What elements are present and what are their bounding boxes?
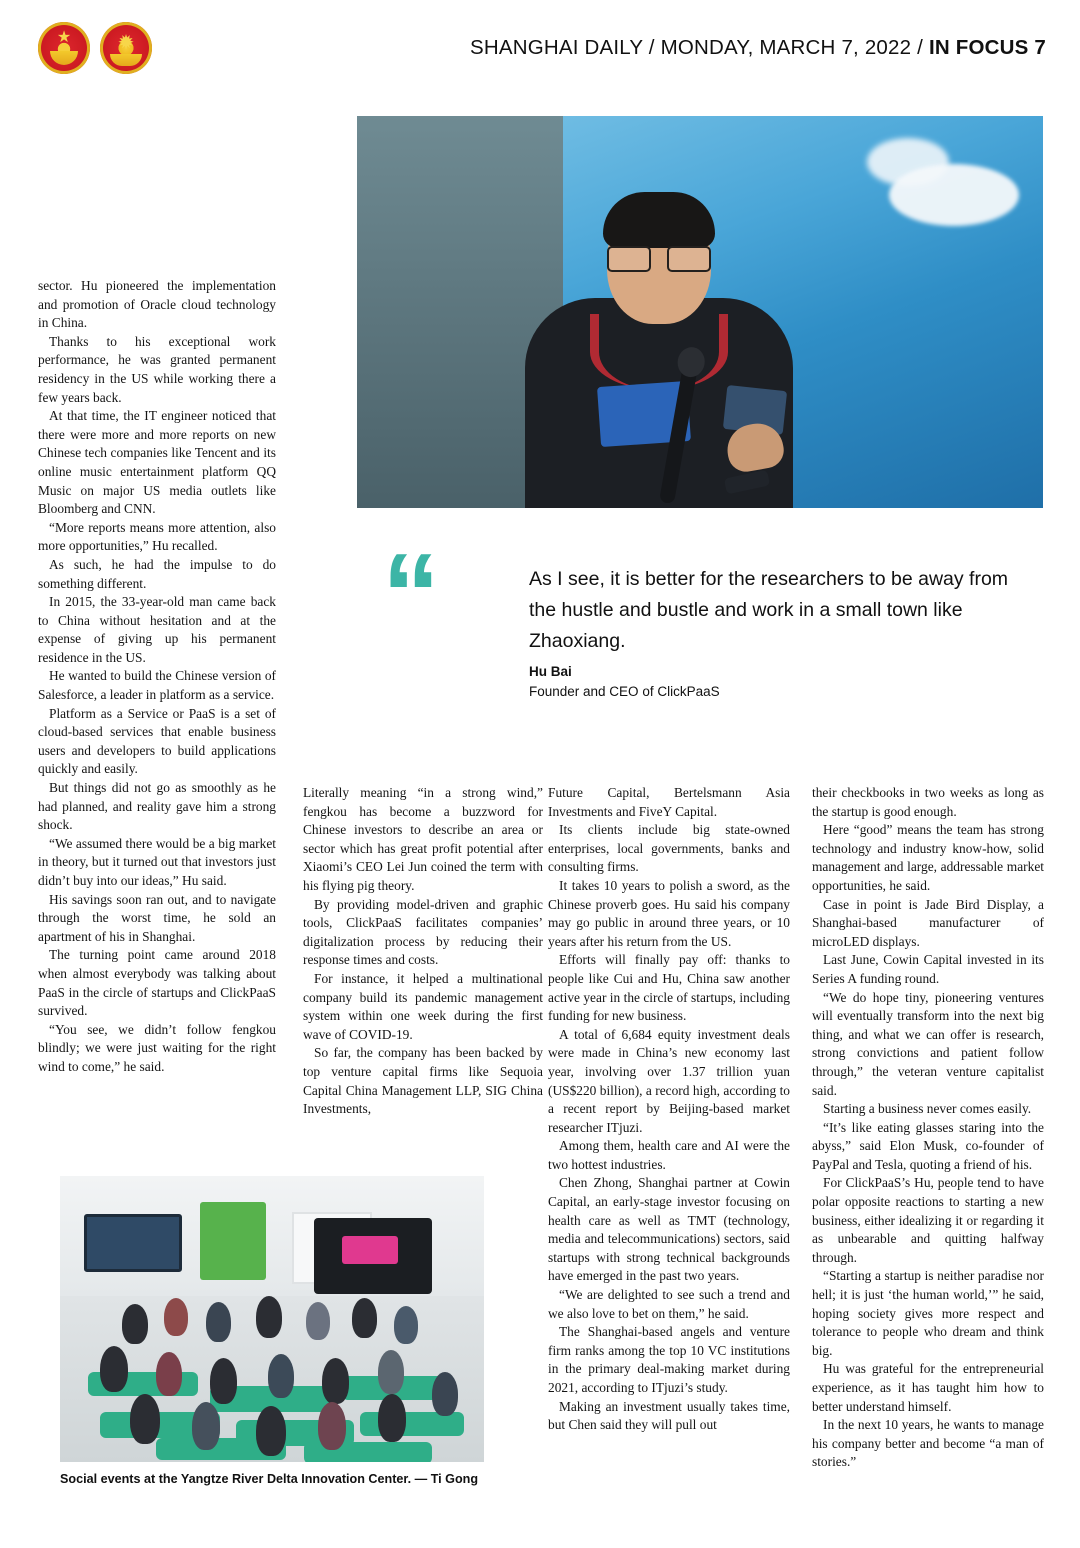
- photo-wall-screen: [84, 1214, 182, 1272]
- photo-cloud-large: [889, 164, 1019, 226]
- photo-attendee: [306, 1302, 330, 1340]
- photo-attendee: [268, 1354, 294, 1398]
- article-paragraph: By providing model-driven and graphic tools, ClickPaaS facilitates companies’ digitalization process by reducing their response times and costs.: [303, 896, 543, 968]
- article-paragraph: The turning point came around 2018 when almost everybody was talking about PaaS in the circle of startups and ClickPaaS survived.: [38, 947, 276, 1019]
- photo-attendee: [156, 1352, 182, 1396]
- article-paragraph: He wanted to build the Chinese version of Salesforce, a leader in platform as a service.: [38, 668, 276, 703]
- photo-caption: Social events at the Yangtze River Delta Innovation Center. — Ti Gong: [60, 1472, 479, 1486]
- photo-attendee: [100, 1346, 128, 1392]
- photo-attendee: [256, 1406, 286, 1456]
- article-paragraph: Here “good” means the team has strong technology and industry know-how, solid management and large, addressable market opportunities, he said.: [812, 822, 1044, 893]
- photo-attendee: [130, 1394, 160, 1444]
- masthead-sep-1: /: [642, 36, 661, 59]
- article-paragraph: The Shanghai-based angels and venture firm ranks among the top 10 VC institutions in the primary deal-making market during 2021, according to ITjuzi’s study.: [548, 1324, 790, 1395]
- article-paragraph: “You see, we didn’t follow fengkou blindly; we were just waiting for the right wind to come,” he said.: [38, 1021, 276, 1074]
- article-paragraph: Last June, Cowin Capital invested in its Series A funding round.: [812, 952, 1044, 986]
- article-paragraph: “More reports means more attention, also more opportunities,” Hu recalled.: [38, 519, 276, 554]
- glasses-icon: [607, 246, 711, 268]
- photo-attendee: [210, 1358, 237, 1404]
- article-paragraph: “We assumed there would be a big market in theory, but it turned out that investors just didn’t buy into our ideas,” Hu said.: [38, 835, 276, 888]
- photo-attendee: [206, 1302, 231, 1342]
- photo-attendee: [378, 1350, 404, 1394]
- article-paragraph: Case in point is Jade Bird Display, a Shanghai-based manufacturer of microLED displays.: [812, 896, 1044, 949]
- article-paragraph: His savings soon ran out, and to navigate through the worst time, he sold an apartment of his in Shanghai.: [38, 891, 276, 944]
- pull-quote-attribution-role: Founder and CEO of ClickPaaS: [529, 684, 720, 699]
- article-paragraph: But things did not go as smoothly as he had planned, and reality gave him a strong shock.: [38, 780, 276, 833]
- quote-mark-icon: “: [382, 529, 440, 659]
- article-paragraph: Thanks to his exceptional work performance, he was granted permanent residency in the US while working there a few years back.: [38, 333, 276, 405]
- article-paragraph: At that time, the IT engineer noticed that there were more and more reports on new Chinese tech companies like Tencent and its online music entertainment platform QQ Music on major US media outlets like Bloomberg and CNN.: [38, 408, 276, 517]
- photo-attendee: [318, 1402, 346, 1450]
- article-paragraph: their checkbooks in two weeks as long as the startup is good enough.: [812, 785, 1044, 819]
- photo-attendee: [322, 1358, 349, 1404]
- china-national-emblem-icon: [38, 22, 90, 74]
- article-paragraph: For instance, it helped a multinational company build its pandemic management system within one week during the first wave of COVID-19.: [303, 970, 543, 1042]
- article-paragraph: So far, the company has been backed by top venture capital firms like Sequoia Capital China Management LLP, SIG China Investments,: [303, 1045, 543, 1117]
- masthead-sep-2: /: [911, 36, 929, 59]
- article-paragraph: Hu was grateful for the entrepreneurial experience, as it has taught him how to better understand himself.: [812, 1361, 1044, 1414]
- masthead-date: MONDAY, MARCH 7, 2022: [660, 36, 912, 59]
- article-paragraph: Chen Zhong, Shanghai partner at Cowin Capital, an early-stage investor focusing on health care as well as TMT (technology, media and telecommunications) sectors, said startups with strong technical backgrounds have emerged in the past two years.: [548, 1175, 790, 1284]
- masthead-text: [470, 36, 1046, 60]
- article-paragraph: Starting a business never comes easily.: [823, 1101, 1032, 1117]
- photo-speaker-lanyard: [590, 314, 728, 390]
- photo-attendee: [378, 1394, 406, 1442]
- photo-speaker-figure: [509, 188, 809, 508]
- photo-attendee: [122, 1304, 148, 1344]
- article-paragraph: “It’s like eating glasses staring into the abyss,” said Elon Musk, co-founder of PayPal and Tesla, quoting a friend of his.: [812, 1119, 1044, 1172]
- photo-attendee: [256, 1296, 282, 1338]
- photo-attendee: [432, 1372, 458, 1416]
- pull-quote: [357, 529, 1047, 706]
- cppcc-emblem-icon: [100, 22, 152, 74]
- article-paragraph: Literally meaning “in a strong wind,” fengkou has become a buzzword for Chinese investors to describe an area or sector which has great profit potential after Xiaomi’s CEO Lei Jun coined the term with his flying pig theory.: [303, 785, 543, 893]
- masthead-section: IN FOCUS: [928, 36, 1029, 59]
- article-paragraph: In 2015, the 33-year-old man came back to China without hesitation and at the expense of giving up his permanent residence in the US.: [38, 594, 276, 665]
- masthead-page-number: 7: [1034, 36, 1046, 59]
- innovation-center-photo: [60, 1176, 484, 1462]
- article-column-2: [303, 784, 543, 1119]
- article-paragraph: Its clients include big state-owned enterprises, local governments, banks and consulting firms.: [548, 822, 790, 875]
- photo-green-panel: [200, 1202, 266, 1280]
- article-paragraph: In the next 10 years, he wants to manage his company better and become “a man of stories.”: [812, 1417, 1044, 1470]
- article-column-3: [548, 784, 790, 1435]
- article-column-4: [812, 784, 1044, 1472]
- article-paragraph: Making an investment usually takes time, but Chen said they will pull out: [548, 1398, 790, 1433]
- article-paragraph: A total of 6,684 equity investment deals were made in China’s new economy last year, involving over 1.37 trillion yuan (US$220 billion), a record high, according to a recent report by Beijing-based market researcher ITjuzi.: [548, 1026, 790, 1135]
- photo-attendee: [192, 1402, 220, 1450]
- photo-tv-display: [314, 1218, 432, 1294]
- article-paragraph: “We are delighted to see such a trend and we also love to bet on them,” he said.: [548, 1287, 790, 1321]
- article-paragraph: Future Capital, Bertelsmann Asia Investments and FiveY Capital.: [548, 785, 790, 819]
- page-masthead: [0, 0, 1080, 92]
- article-paragraph: sector. Hu pioneered the implementation and promotion of Oracle cloud technology in China.: [38, 278, 276, 331]
- article-paragraph: “Starting a startup is neither paradise nor hell; it is just ‘the human world,’” he said, hoping society gives more respect and tolerance to people who dream and think big.: [812, 1268, 1044, 1358]
- article-paragraph: Platform as a Service or PaaS is a set of cloud-based services that enable business users and developers to build applications quickly and easily.: [38, 705, 276, 777]
- article-paragraph: For ClickPaaS’s Hu, people tend to have polar opposite reactions to starting a new business, either idealizing it or regarding it as unbearable and quitting halfway through.: [812, 1175, 1044, 1265]
- photo-speaker-hair: [603, 192, 715, 248]
- photo-attendee: [394, 1306, 418, 1344]
- article-column-1: [38, 277, 276, 1077]
- article-paragraph: Among them, health care and AI were the two hottest industries.: [548, 1138, 790, 1172]
- article-paragraph: It takes 10 years to polish a sword, as the Chinese proverb goes. Hu said his company may go public in around three years, or 10 years after his return from the US.: [548, 877, 790, 949]
- article-paragraph: Efforts will finally pay off: thanks to people like Cui and Hu, China saw another active year in the circle of startups, including funding for new business.: [548, 952, 790, 1024]
- masthead-publication: SHANGHAI DAILY: [469, 36, 643, 59]
- pull-quote-attribution-name: Hu Bai: [529, 664, 572, 679]
- photo-attendee: [352, 1298, 377, 1338]
- photo-attendee: [164, 1298, 188, 1336]
- emblem-group: [38, 22, 152, 74]
- speaker-photo: [357, 116, 1043, 508]
- article-paragraph: As such, he had the impulse to do something different.: [38, 556, 276, 591]
- article-paragraph: “We do hope tiny, pioneering ventures will eventually transform into the next big thing, and what we can offer is research, strong convictions and patient follow through,” the veteran venture capitalist said.: [812, 989, 1044, 1098]
- pull-quote-text: As I see, it is better for the researchers to be away from the hustle and bustle and work in a small town like Zhaoxiang.: [529, 568, 1009, 652]
